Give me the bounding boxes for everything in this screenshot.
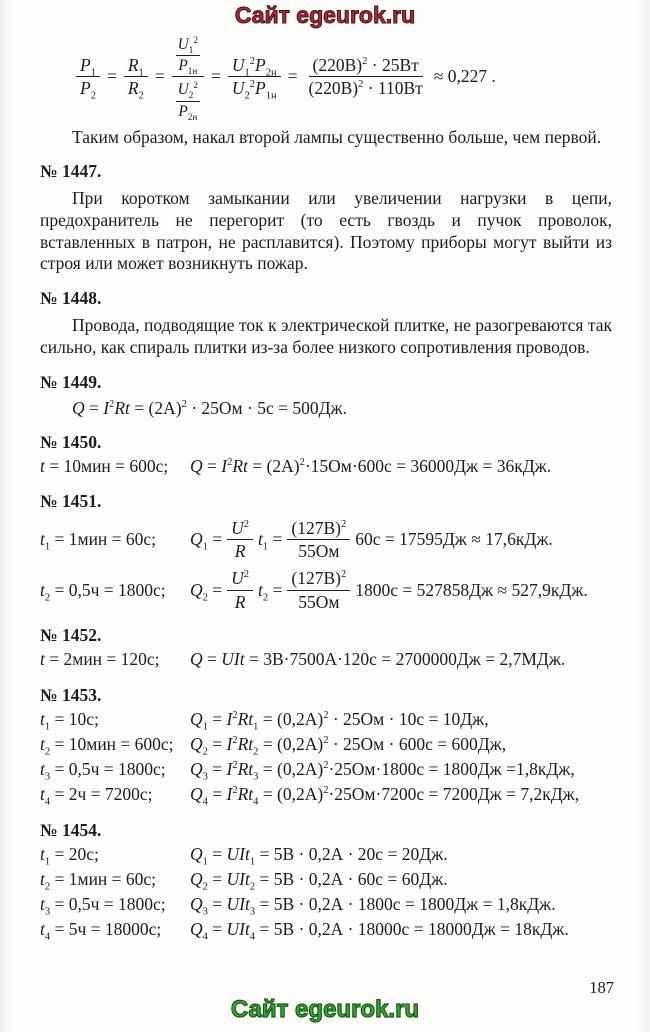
problem-number-1454: № 1454. <box>40 819 102 840</box>
fraction-numerator: $R_1$ <box>124 55 148 78</box>
problem-number-1449: № 1449. <box>40 371 102 392</box>
formula-result: 60с = 17595Дж ≈ 17,6кДж. <box>355 529 553 550</box>
problem-number-1451: № 1451. <box>40 490 102 511</box>
time-given: t = 10мин = 600с; <box>40 455 169 476</box>
heat-formula: $Q_3 = I^2Rt_3 = (0,2А)^2\cdot 25Ом\cdot 1800с = 1800Дж =1,8кДж$, <box>190 759 575 783</box>
calc-row-1453-4 <box>40 783 612 806</box>
fraction-numerator: $U_2^2$ <box>177 80 199 101</box>
heat-formula: $Q_2 = I^2Rt_2 = (0,2А)^2 \cdot 25Ом \cdot 600с = 600Дж$, <box>190 733 507 758</box>
formula-mid: $t_1$ = <box>258 529 283 553</box>
site-watermark-footer: Сайт egeurok.ru <box>230 996 420 1023</box>
time-given: $t_2 = 0,5ч = 1800с$; <box>40 579 166 604</box>
fraction-denominator: 55Ом <box>298 541 340 562</box>
heat-formula: $Q_4 = I^2Rt_4 = (0,2А)^2\cdot 25Ом\cdot 7200с = 7200Дж = 7,2кДж$, <box>190 784 580 808</box>
heat-formula <box>190 568 612 612</box>
problem-number-1447: № 1447. <box>40 161 102 182</box>
site-watermark-header: Сайт egeurok.ru <box>234 2 416 28</box>
calc-row-1450 <box>40 455 612 478</box>
fraction-denominator: R <box>234 541 246 562</box>
fraction-u2-p2 <box>176 81 200 120</box>
formula-result: 1800с = 527858Дж ≈ 527,9кДж. <box>355 579 588 600</box>
fraction-numerator: $U_1^2$ <box>177 34 199 56</box>
power-ratio-formula <box>74 33 612 121</box>
formula-lhs: $Q_2$ = <box>190 579 223 604</box>
problem-number-1448: № 1448. <box>40 288 102 309</box>
fraction-u2-r <box>227 568 253 612</box>
fraction-voltage-resistance <box>287 568 350 612</box>
calc-row-1454-4 <box>40 918 612 941</box>
calc-row-1453-1 <box>40 708 612 731</box>
problem-text-1447: При коротком замыкании или увеличении нагрузки в цепи, предохранитель не перегорит (то есть гвоздь и пучок проволок, вставленных в патрон, не расплавится). Поэтому приборы могут выйти из строя или может возникнуть пожар. <box>40 188 612 274</box>
formula-lhs: $Q_1$ = <box>190 529 223 553</box>
fraction-u1-p1 <box>176 36 200 75</box>
conclusion-paragraph: Таким образом, накал второй лампы существенно больше, чем первой. <box>72 126 602 147</box>
equals-sign: = <box>211 66 221 87</box>
heat-formula: $Q_1 = UIt_1 = 5В \cdot 0,2А \cdot 20с = 20Дж$. <box>190 843 448 868</box>
fraction-denominator: $P_{1н}$ <box>178 57 198 77</box>
calc-row-1451-2 <box>40 568 612 612</box>
heat-formula: $Q_3 = UIt_3 = 5В \cdot 0,2А \cdot 1800с = 1800Дж = 1,8кДж$. <box>190 894 556 918</box>
heat-formula: $Q_2 = UIt_2 = 5В \cdot 0,2А \cdot 60с = 60Дж$. <box>190 868 448 893</box>
calc-row-1451-1 <box>40 518 612 562</box>
fraction-denominator: $R_2$ <box>127 78 144 102</box>
time-given: $t_2 = 1мин = 60с$; <box>40 868 157 893</box>
fraction-denominator: $(220В)^2 \cdot 110Вт$ <box>308 78 423 99</box>
fraction-denominator <box>172 77 204 120</box>
fraction-r1-r2 <box>124 54 148 102</box>
approx-result: ≈ 0,227 . <box>433 66 496 87</box>
problem-number-1452: № 1452. <box>40 625 102 646</box>
fraction-numerator: $U^2$ <box>227 518 253 541</box>
page-number: 187 <box>589 978 614 997</box>
fraction-voltage-resistance <box>287 518 350 562</box>
calc-row-1454-1 <box>40 843 612 866</box>
time-given: $t_1 = 20с$; <box>40 843 99 868</box>
fraction-u2-r <box>227 518 253 562</box>
time-given: $t_3 = 0,5ч = 1800с$; <box>40 759 166 783</box>
equals-sign: = <box>106 66 117 87</box>
fraction-denominator: $P_2$ <box>80 78 96 102</box>
problem-text-1448: Провода, подводящие ток к электрической плитке, не разогреваются так сильно, как спираль плитки из-за более низкого сопротивления проводов. <box>40 315 612 357</box>
time-given: $t_1 = 1мин = 60с$; <box>40 529 157 553</box>
fraction-p1-p2 <box>76 54 100 102</box>
heat-formula <box>190 518 612 562</box>
time-given: $t_4 = 2ч = 7200с$; <box>40 784 153 808</box>
calc-row-1453-3 <box>40 758 612 781</box>
fraction-denominator: $P_{2н}$ <box>178 102 198 122</box>
formula-mid: $t_2$ = <box>258 579 283 604</box>
time-given: $t_1 = 10с$; <box>40 708 99 733</box>
fraction-nested-resistances <box>172 33 204 121</box>
time-given: $t_2 = 10мин = 600с$; <box>40 733 174 758</box>
fraction-u-p-combined <box>228 54 281 102</box>
fraction-numerator: $P_1$ <box>76 55 100 78</box>
calc-row-1452 <box>40 648 612 671</box>
fraction-denominator: 55Ом <box>298 591 340 612</box>
heat-formula: $Q_4 = UIt_4 = 5В \cdot 0,2А \cdot 18000с = 18000Дж = 18кДж$. <box>190 919 569 943</box>
calc-row-1454-2 <box>40 868 612 891</box>
heat-formula: Q = UIt = 3В·7500А·120с = 2700000Дж = 2,7МДж. <box>190 649 566 670</box>
time-given: t = 2мин = 120с; <box>40 649 160 670</box>
equals-sign: = <box>154 66 165 87</box>
heat-formula: $Q_1 = I^2Rt_1 = (0,2А)^2 \cdot 25Ом \cdot 10с = 10Дж$, <box>190 708 489 733</box>
fraction-numerator: $U^2$ <box>227 568 253 591</box>
calc-row-1453-2 <box>40 733 612 756</box>
fraction-numerator: $(127В)^2$ <box>287 518 350 541</box>
fraction-numerator: $U_1^2P_{2н}$ <box>228 55 281 78</box>
calc-row-1454-3 <box>40 893 612 916</box>
fraction-numerator: $(220В)^2 \cdot 25Вт$ <box>309 55 423 78</box>
heat-formula: $Q = I^2Rt = (2А)^2\cdot 15Ом\cdot 600с = 36000Дж = 36кДж$. <box>190 455 552 476</box>
fraction-denominator: $U_2^2P_{1н}$ <box>231 78 277 102</box>
fraction-numerator: $(127В)^2$ <box>287 568 350 591</box>
fraction-numerator <box>172 33 204 77</box>
problem-number-1453: № 1453. <box>40 684 102 705</box>
heat-formula-1449: $Q = I^2Rt = (2А)^2 \cdot 25Ом \cdot 5с = 500Дж$. <box>72 397 347 418</box>
equals-sign: = <box>287 66 298 87</box>
fraction-numeric-values <box>305 55 427 99</box>
time-given: $t_4 = 5ч = 18000с$; <box>40 919 162 943</box>
problem-number-1450: № 1450. <box>40 431 102 452</box>
fraction-denominator: R <box>234 591 246 612</box>
time-given: $t_3 = 0,5ч = 1800с$; <box>40 894 166 918</box>
page-content <box>0 33 650 942</box>
